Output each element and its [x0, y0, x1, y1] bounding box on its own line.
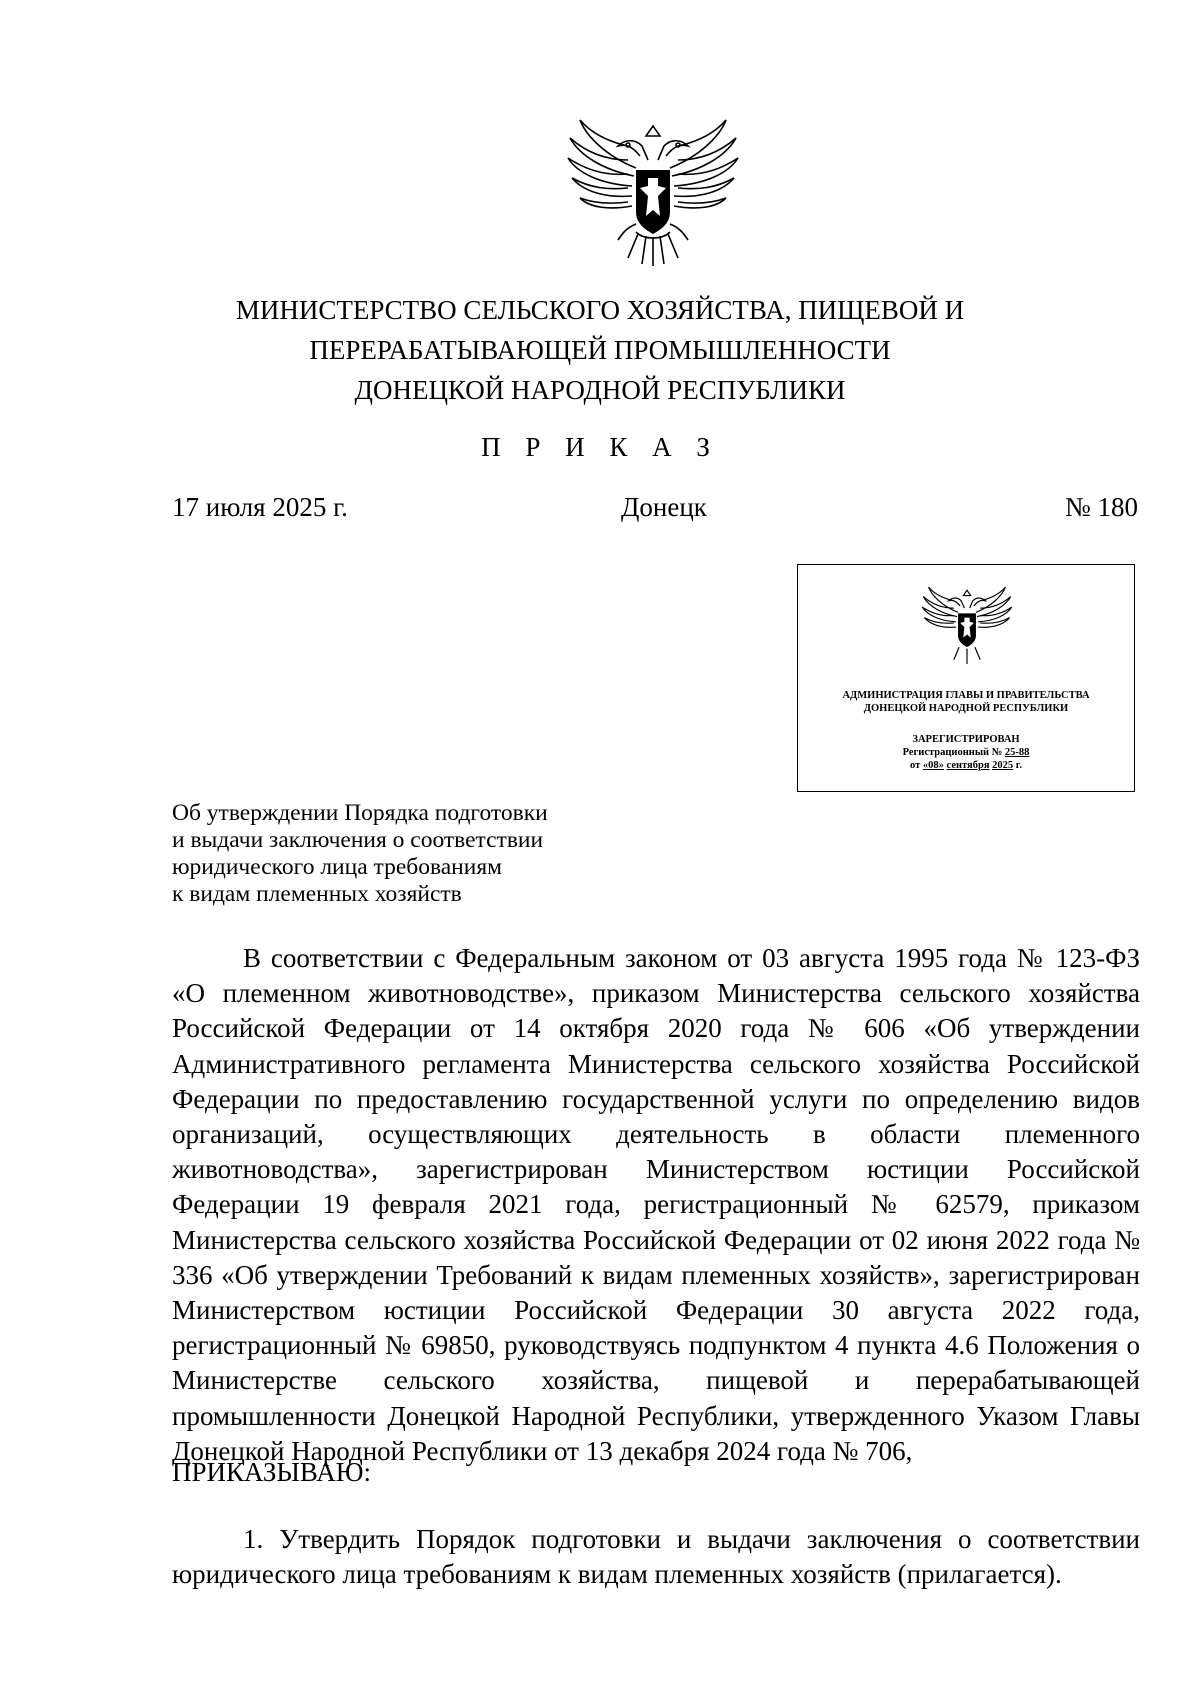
ministry-name-line-3: ДОНЕЦКОЙ НАРОДНОЙ РЕСПУБЛИКИ	[354, 375, 846, 405]
stamp-date-suffix: г.	[1015, 760, 1022, 771]
stamp-date-year: 2025	[992, 760, 1014, 771]
directive-heading: ПРИКАЗЫВАЮ:	[172, 1457, 371, 1487]
subject-line: юридического лица требованиям	[172, 854, 503, 880]
order-number: № 180	[1064, 492, 1138, 522]
stamp-status: ЗАРЕГИСТРИРОВАН	[912, 734, 1020, 745]
stamp-org-line-1: АДМИНИСТРАЦИЯ ГЛАВЫ И ПРАВИТЕЛЬСТВА	[842, 690, 1090, 701]
stamp-reg-number-label: Регистрационный №	[902, 747, 1003, 758]
document-type-title: П Р И К А З	[481, 432, 719, 462]
subject-line: к видам племенных хозяйств	[172, 881, 462, 907]
stamp-date-month: сентября	[946, 760, 990, 771]
order-city: Донецк	[621, 492, 707, 522]
stamp-reg-number: 25-88	[1004, 747, 1030, 758]
item-1-paragraph	[172, 1522, 1140, 1592]
order-date: 17 июля 2025 г.	[172, 492, 348, 522]
stamp-reg-date-line	[798, 759, 1134, 772]
preamble-paragraph	[172, 941, 1140, 1469]
item-1-text: 1. Утвердить Порядок подготовки и выдачи заключения о соответствии юридического лица требованиям к видам племенных хозяйств (прилагается).	[172, 1524, 1140, 1590]
stamp-date-day: «08»	[922, 760, 944, 771]
stamp-date-prefix: от	[910, 760, 921, 771]
registration-stamp	[797, 564, 1135, 792]
preamble-text: В соответствии с Федеральным законом от 03 августа 1995 года № 123-ФЗ «О племенном животноводстве», приказом Министерства сельского хозяйства Российской Федерации от 14 октября 2020 года № 606 «Об утверждении Административного регламента Министерства сельского хозяйства Российской Федерации по предоставлению государственной услуги по определению видов организаций, осуществляющих деятельность в области племенного животноводства», зарегистрирован Министерством юстиции Российской Федерации 19 февраля 2021 года, регистрационный № 62579, приказом Министерства сельского хозяйства Российской Федерации от 02 июня 2022 года № 336 «Об утверждении Требований к видам племенных хозяйств», зарегистрирован Министерством юстиции Российской Федерации 30 августа 2022 года, регистрационный № 69850, руководствуясь подпунктом 4 пункта 4.6 Положения о Министерстве сельского хозяйства, пищевой и перерабатывающей промышленности Донецкой Народной Республики, утвержденного Указом Главы Донецкой Народной Республики от 13 декабря 2024 года № 706,	[172, 943, 1140, 1466]
order-subject	[172, 800, 612, 908]
coat-of-arms-emblem	[566, 116, 740, 268]
subject-line: и выдачи заключения о соответствии	[172, 827, 544, 853]
subject-line: Об утверждении Порядка подготовки	[172, 800, 548, 826]
ministry-name-line-1: МИНИСТЕРСТВО СЕЛЬСКОГО ХОЗЯЙСТВА, ПИЩЕВОЙ И	[235, 295, 965, 325]
stamp-emblem	[921, 585, 1013, 665]
ministry-name-line-2: ПЕРЕРАБАТЫВАЮЩЕЙ ПРОМЫШЛЕННОСТИ	[309, 335, 891, 365]
stamp-org-line-2: ДОНЕЦКОЙ НАРОДНОЙ РЕСПУБЛИКИ	[863, 703, 1069, 714]
stamp-reg-number-line	[798, 746, 1134, 759]
